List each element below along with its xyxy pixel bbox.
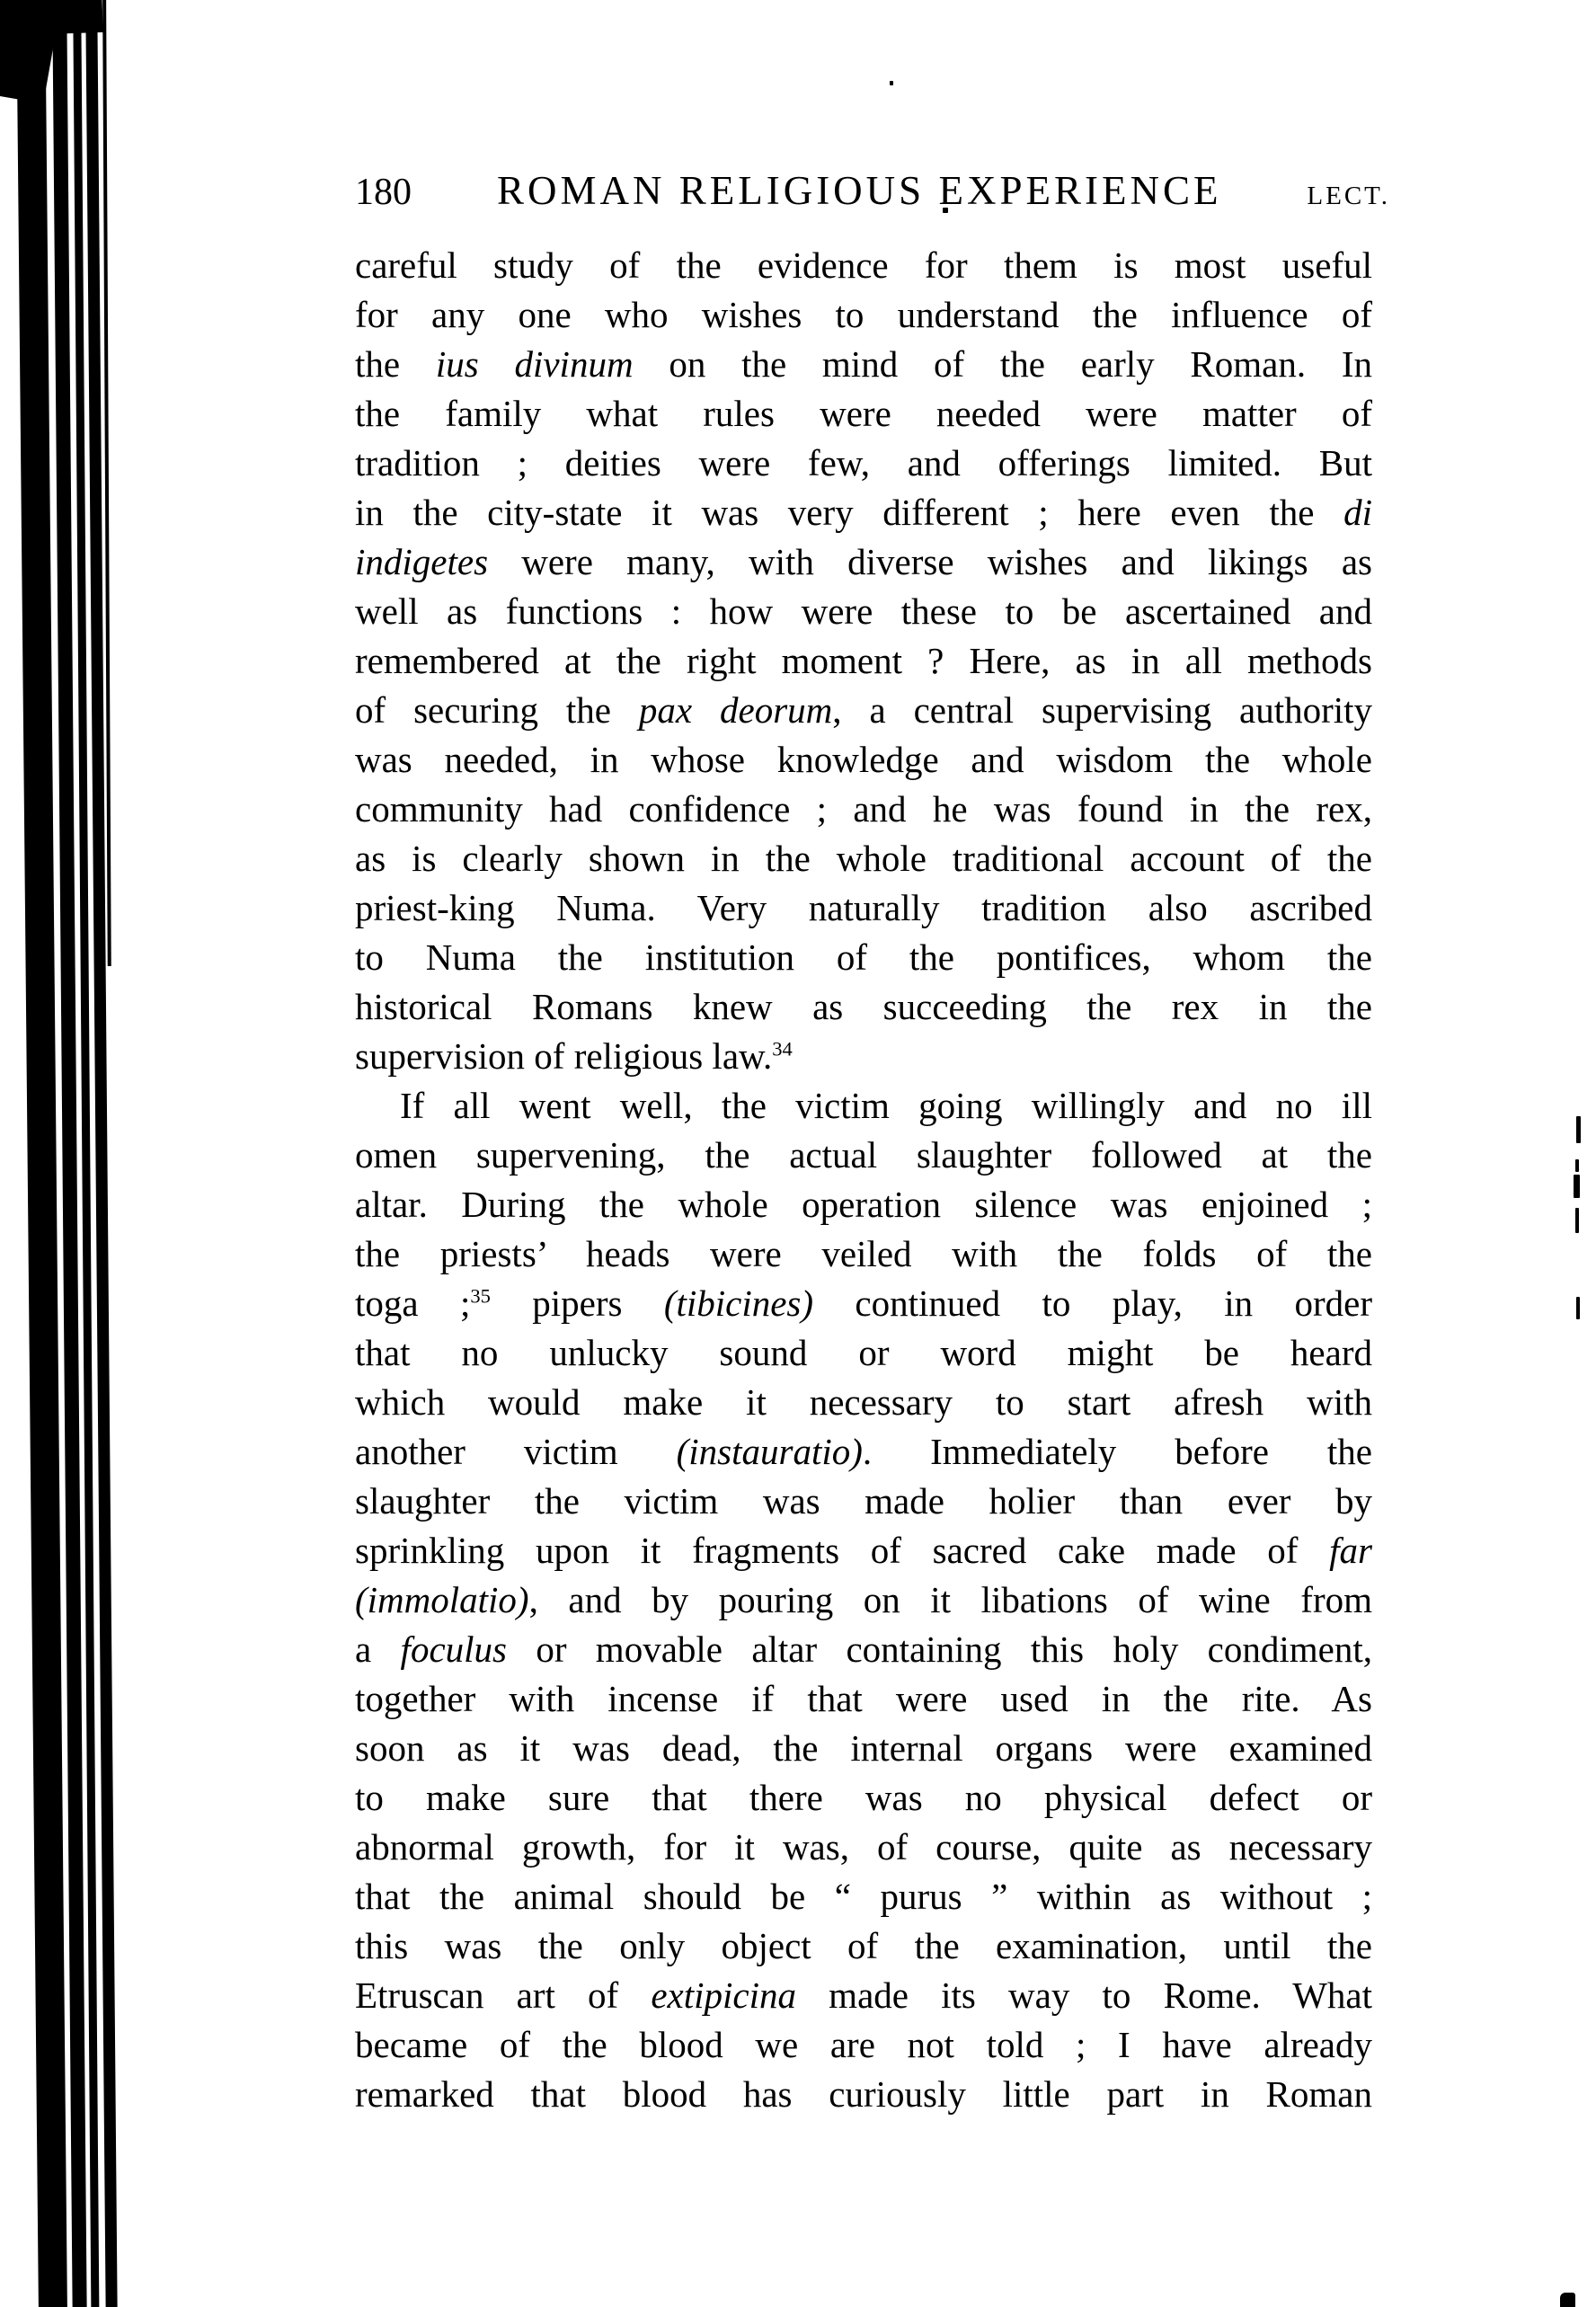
text-segment: careful study of the evidence for them is most useful bbox=[355, 244, 1372, 286]
text-line bbox=[355, 735, 1372, 785]
text-segment: foculus bbox=[400, 1628, 507, 1670]
scan-speck bbox=[1574, 1175, 1580, 1198]
text-segment: the family what rules were needed were matter of bbox=[355, 393, 1372, 434]
text-segment: abnormal growth, for it was, of course, quite as necessary bbox=[355, 1826, 1372, 1868]
text-segment: indigetes bbox=[355, 541, 489, 582]
text-line bbox=[355, 1823, 1372, 1872]
text-segment: , and by pouring on it libations of wine from bbox=[528, 1579, 1372, 1620]
text-segment: the priests’ heads were veiled with the folds of the bbox=[355, 1233, 1372, 1274]
text-segment: far bbox=[1329, 1530, 1372, 1571]
text-line bbox=[355, 1921, 1372, 1971]
text-segment: which would make it necessary to start afresh with bbox=[355, 1381, 1372, 1423]
text-segment: . Immediately before the bbox=[862, 1431, 1372, 1472]
text-segment: soon as it was dead, the internal organs were examined bbox=[355, 1727, 1372, 1769]
text-line bbox=[355, 1279, 1372, 1328]
text-segment: together with incense if that were used in the rite. As bbox=[355, 1678, 1372, 1719]
text-segment: to Numa the institution of the pontifices, whom the bbox=[355, 936, 1372, 978]
text-line bbox=[355, 1131, 1372, 1180]
text-segment: , a central supervising authority bbox=[832, 689, 1373, 731]
text-line bbox=[355, 982, 1372, 1032]
page-body bbox=[355, 241, 1372, 2119]
text-segment: sprinkling upon it fragments of sacred cake made of bbox=[355, 1530, 1330, 1571]
text-segment: extipicina bbox=[651, 1974, 797, 2016]
scan-speck bbox=[1576, 1116, 1581, 1143]
text-segment: well as functions : how were these to be ascertained and bbox=[355, 590, 1372, 632]
text-segment: that the animal should be “ purus ” within as without ; bbox=[355, 1876, 1372, 1917]
text-line bbox=[355, 2020, 1372, 2070]
paragraph bbox=[355, 1081, 1372, 2119]
text-line bbox=[355, 1724, 1372, 1773]
text-line bbox=[355, 1081, 1372, 1131]
scan-speck bbox=[1560, 2293, 1575, 2307]
text-segment: priest-king Numa. Very naturally tradition also ascribed bbox=[355, 887, 1372, 928]
text-line bbox=[355, 1427, 1372, 1477]
text-segment: remarked that blood has curiously little part in Roman bbox=[355, 2073, 1372, 2115]
text-segment: di bbox=[1343, 492, 1372, 533]
text-line bbox=[355, 1674, 1372, 1724]
text-segment: tradition ; deities were few, and offerings limited. But bbox=[355, 442, 1372, 484]
text-segment: pipers bbox=[490, 1282, 664, 1324]
text-segment: remembered at the right moment ? Here, as in all methods bbox=[355, 640, 1372, 681]
text-line bbox=[355, 1625, 1372, 1674]
page-number: 180 bbox=[355, 172, 412, 213]
text-segment: were many, with diverse wishes and likings as bbox=[488, 541, 1372, 582]
text-line bbox=[355, 1575, 1372, 1625]
text-segment: in the city-state it was very different ; here even the bbox=[355, 492, 1344, 533]
text-line bbox=[355, 1872, 1372, 1921]
text-line bbox=[355, 834, 1372, 883]
text-segment: that no unlucky sound or word might be heard bbox=[355, 1332, 1372, 1373]
text-segment: ius divinum bbox=[435, 343, 634, 385]
text-segment: this was the only object of the examination, until the bbox=[355, 1925, 1372, 1966]
text-segment: altar. During the whole operation silence was enjoined ; bbox=[355, 1184, 1372, 1225]
text-line bbox=[355, 1526, 1372, 1575]
text-segment: for any one who wishes to understand the influence of bbox=[355, 294, 1372, 335]
text-line bbox=[355, 883, 1372, 933]
text-segment: was needed, in whose knowledge and wisdom the whole bbox=[355, 739, 1372, 780]
text-line bbox=[355, 1971, 1372, 2020]
text-line bbox=[355, 241, 1372, 290]
text-segment: slaughter the victim was made holier than ever by bbox=[355, 1480, 1372, 1522]
text-line bbox=[355, 1229, 1372, 1279]
text-line bbox=[355, 686, 1372, 735]
scan-speck bbox=[890, 81, 893, 85]
scan-speck bbox=[1576, 1297, 1580, 1319]
text-line bbox=[355, 488, 1372, 537]
scan-speck bbox=[1575, 1159, 1579, 1172]
footnote-ref: 35 bbox=[470, 1284, 491, 1308]
text-segment: of securing the bbox=[355, 689, 639, 731]
text-segment: a bbox=[355, 1628, 401, 1670]
text-segment: as is clearly shown in the whole traditional account of the bbox=[355, 838, 1372, 879]
text-line bbox=[355, 439, 1372, 488]
text-line bbox=[355, 933, 1372, 982]
text-line bbox=[355, 1477, 1372, 1526]
text-segment: toga ; bbox=[355, 1282, 471, 1324]
text-line bbox=[355, 340, 1372, 389]
text-segment: supervision of religious law. bbox=[355, 1035, 773, 1077]
text-segment: another victim bbox=[355, 1431, 677, 1472]
text-segment: (tibicines) bbox=[663, 1282, 814, 1324]
text-segment: omen supervening, the actual slaughter followed at the bbox=[355, 1134, 1372, 1176]
text-segment: (immolatio) bbox=[355, 1579, 529, 1620]
text-line bbox=[355, 785, 1372, 834]
text-segment: to make sure that there was no physical defect or bbox=[355, 1777, 1372, 1818]
text-line bbox=[355, 1378, 1372, 1427]
text-segment: historical Romans knew as succeeding the rex in the bbox=[355, 986, 1372, 1027]
text-line bbox=[355, 537, 1372, 587]
footnote-ref: 34 bbox=[772, 1037, 793, 1060]
lecture-label: LECT. bbox=[1307, 182, 1390, 210]
running-title: ROMAN RELIGIOUS EXPERIENCE bbox=[496, 168, 1222, 213]
text-line bbox=[355, 1032, 1372, 1081]
paragraph bbox=[355, 241, 1372, 1081]
text-segment: the bbox=[355, 343, 436, 385]
text-segment: or movable altar containing this holy condiment, bbox=[506, 1628, 1373, 1670]
text-line bbox=[355, 1773, 1372, 1823]
text-line bbox=[355, 587, 1372, 636]
scan-speck bbox=[1575, 1208, 1579, 1233]
text-segment: community had confidence ; and he was found in the rex, bbox=[355, 788, 1372, 830]
text-line bbox=[355, 636, 1372, 686]
text-line bbox=[355, 290, 1372, 340]
text-segment: became of the blood we are not told ; I have already bbox=[355, 2024, 1372, 2065]
text-segment: Etruscan art of bbox=[355, 1974, 652, 2016]
text-segment: If all went well, the victim going willingly and no ill bbox=[400, 1085, 1372, 1126]
text-line bbox=[355, 389, 1372, 439]
page-header bbox=[355, 168, 1390, 213]
text-segment: pax deorum bbox=[638, 689, 833, 731]
text-segment: (instauratio) bbox=[676, 1431, 863, 1472]
text-line bbox=[355, 2070, 1372, 2119]
text-line bbox=[355, 1180, 1372, 1229]
text-line bbox=[355, 1328, 1372, 1378]
text-segment: continued to play, in order bbox=[813, 1282, 1372, 1324]
text-segment: on the mind of the early Roman. In bbox=[633, 343, 1373, 385]
text-segment: made its way to Rome. What bbox=[796, 1974, 1372, 2016]
